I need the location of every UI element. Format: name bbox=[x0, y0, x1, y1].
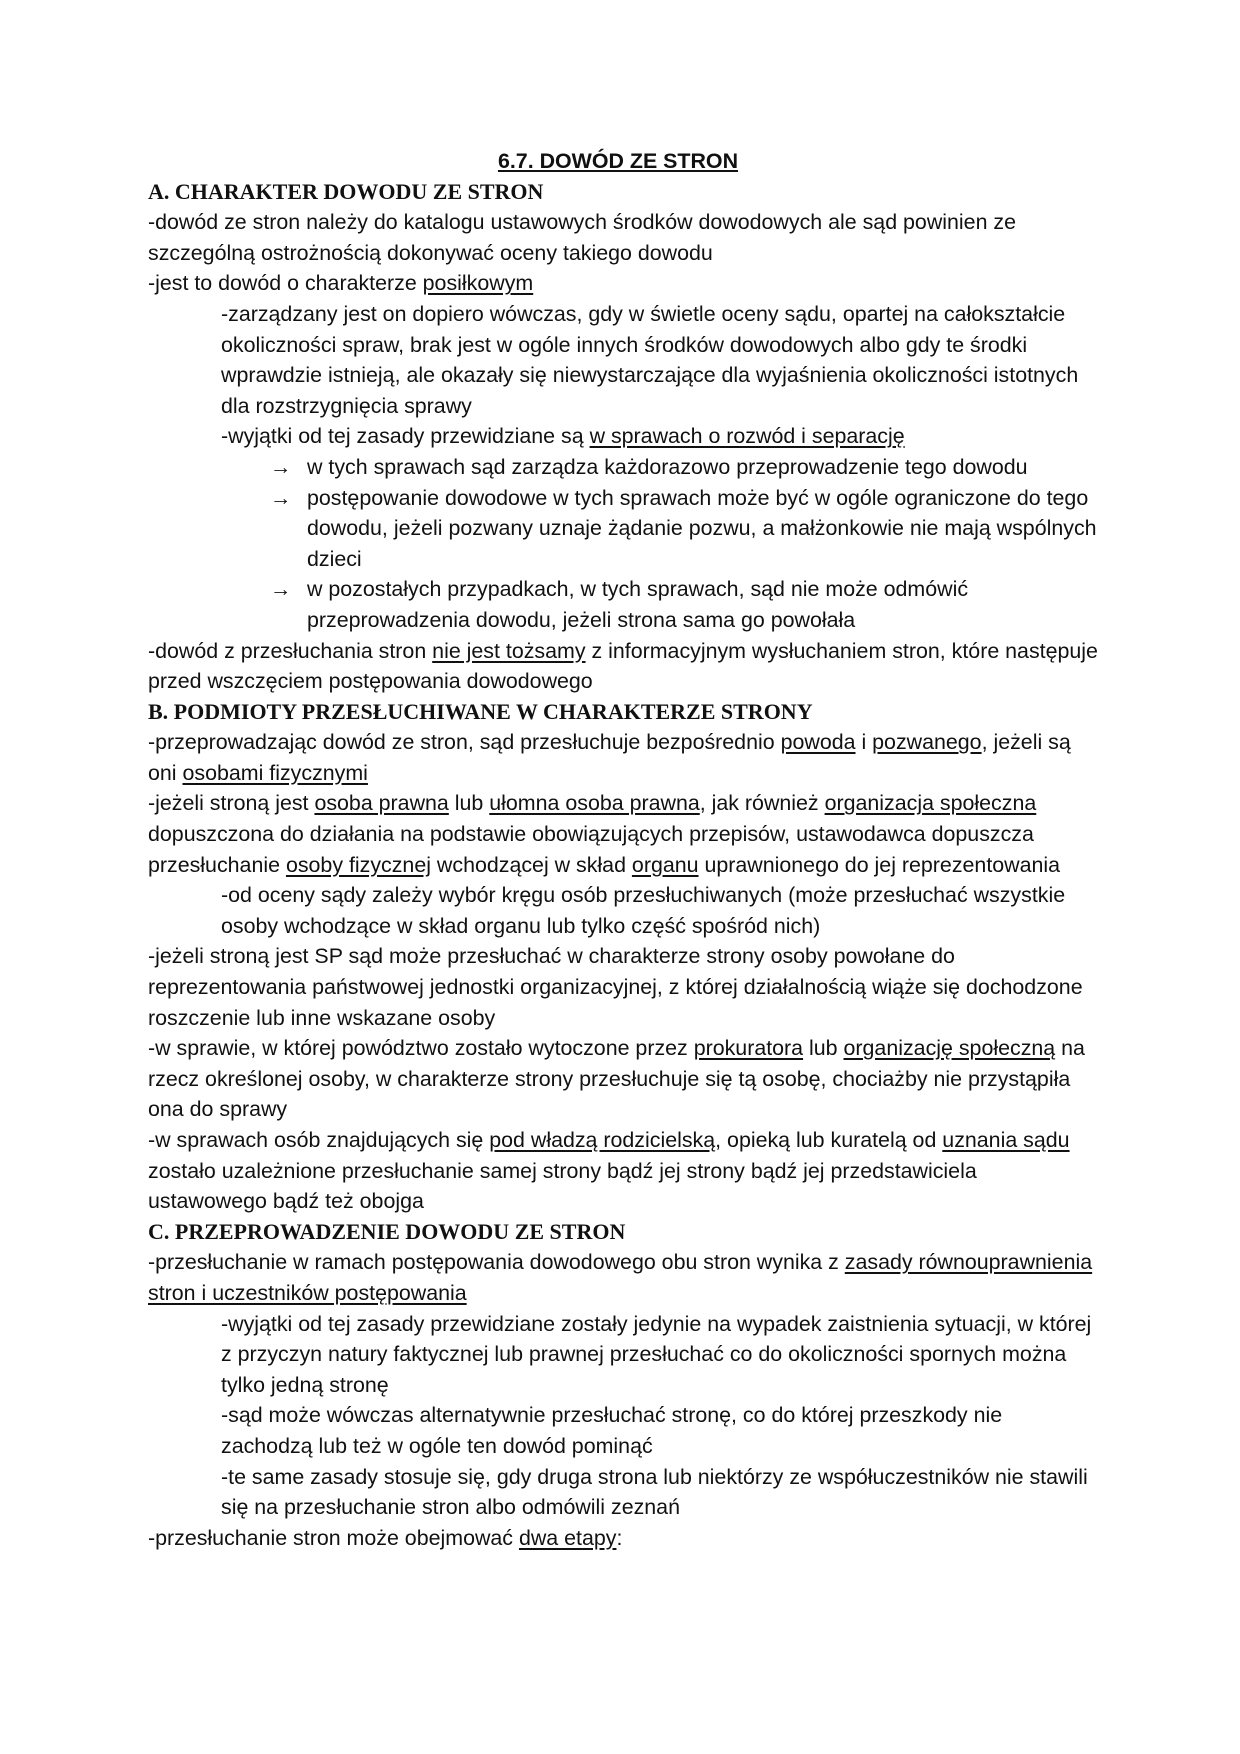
paragraph: -przeprowadzając dowód ze stron, sąd przesłuchuje bezpośrednio powoda i pozwanego, jeżeli są oni osobami fizycznymi bbox=[148, 730, 1071, 785]
paragraph: -jest to dowód o charakterze posiłkowym bbox=[148, 271, 534, 296]
arrow-icon: → bbox=[270, 454, 292, 479]
paragraph: -przesłuchanie w ramach postępowania dowodowego obu stron wynika z zasady równouprawnienia stron i uczestników postępowania bbox=[148, 1250, 1093, 1305]
indented-paragraph: -zarządzany jest on dopiero wówczas, gdy w świetle oceny sądu, opartej na całokształcie okoliczności spraw, brak jest w ogóle innych środków dowodowych albo gdy te środki wprawdzie istnieją, ale okazały się niewystarczające dla wyjaśnienia okoliczności istotnych dla rozstrzygnięcia sprawy bbox=[221, 301, 1079, 418]
indented-paragraph: -te same zasady stosuje się, gdy druga strona lub niektórzy ze współuczestników nie stawili się na przesłuchanie stron albo odmówili zeznań bbox=[221, 1464, 1088, 1520]
paragraph: -jeżeli stroną jest SP sąd może przesłuchać w charakterze strony osoby powołane do reprezentowania państwowej jednostki organizacyjnej, z której działalnością wiąże się dochodzone roszczenie lub inne wskazane osoby bbox=[148, 944, 1083, 1030]
indented-paragraph: -wyjątki od tej zasady przewidziane zostały jedynie na wypadek zaistnienia sytuacji, w której z przyczyn natury faktycznej lub prawnej przesłuchać co do okoliczności spornych można tylko jedną stronę bbox=[221, 1311, 1092, 1397]
paragraph: -dowód z przesłuchania stron nie jest tożsamy z informacyjnym wysłuchaniem stron, które następuje przed wszczęciem postępowania dowodowego bbox=[148, 638, 1098, 694]
paragraph: -dowód ze stron należy do katalogu ustawowych środków dowodowych ale sąd powinien ze szczególną ostrożnością dokonywać oceny takiego dowodu bbox=[148, 210, 1017, 265]
underlined-term: posiłkowym bbox=[422, 271, 534, 296]
section-b-heading: B. PODMIOTY PRZESŁUCHIWANE W CHARAKTERZE STRONY bbox=[148, 698, 813, 724]
indented-paragraph: -wyjątki od tej zasady przewidziane są w sprawach o rozwód i separację bbox=[221, 424, 905, 449]
section-c-heading: C. PRZEPROWADZENIE DOWODU ZE STRON bbox=[148, 1218, 626, 1244]
document-body bbox=[148, 146, 1098, 1553]
arrow-bullet: → postępowanie dowodowe w tych sprawach może być w ogóle ograniczone do tego dowodu, jeżeli pozwany uznaje żądanie pozwu, a małżonkowie nie mają wspólnych dzieci bbox=[148, 483, 1098, 575]
arrow-icon: → bbox=[270, 577, 292, 602]
indented-paragraph: -od oceny sądy zależy wybór kręgu osób przesłuchiwanych (może przesłuchać wszystkie osoby wchodzące w skład organu lub tylko część spośród nich) bbox=[221, 883, 1066, 938]
paragraph: -przesłuchanie stron może obejmować dwa etapy: bbox=[148, 1525, 623, 1550]
arrow-icon: → bbox=[270, 485, 292, 510]
paragraph: -w sprawach osób znajdujących się pod władzą rodzicielską, opieką lub kuratelą od uznania sądu zostało uzależnione przesłuchanie samej strony bądź jej strony bądź jej przedstawiciela ustawowego bądź też obojga bbox=[148, 1128, 1070, 1214]
underlined-term: w sprawach o rozwód i separację bbox=[589, 424, 905, 449]
paragraph: -jeżeli stroną jest osoba prawna lub ułomna osoba prawna, jak również organizacja społeczna dopuszczona do działania na podstawie obowiązujących przepisów, ustawodawca dopuszcza przesłuchanie osoby fizycznej wchodzącej w skład organu uprawnionego do jej reprezentowania bbox=[148, 791, 1061, 877]
paragraph: -w sprawie, w której powództwo zostało wytoczone przez prokuratora lub organizację społeczną na rzecz określonej osoby, w charakterze strony przesłuchuje się tą osobę, chociażby nie przystąpiła ona do sprawy bbox=[148, 1036, 1085, 1122]
indented-paragraph: -sąd może wówczas alternatywnie przesłuchać stronę, co do której przeszkody nie zachodzą lub też w ogóle ten dowód pominąć bbox=[221, 1403, 1003, 1458]
underlined-term: nie jest tożsamy bbox=[432, 638, 586, 663]
arrow-bullet: → w pozostałych przypadkach, w tych sprawach, sąd nie może odmówić przeprowadzenia dowodu, jeżeli strona sama go powołała bbox=[148, 574, 1098, 635]
page-title: 6.7. DOWÓD ZE STRON bbox=[497, 149, 739, 173]
arrow-bullet: → w tych sprawach sąd zarządza każdorazowo przeprowadzenie tego dowodu bbox=[148, 452, 1098, 483]
section-a-heading: A. CHARAKTER DOWODU ZE STRON bbox=[148, 178, 544, 204]
